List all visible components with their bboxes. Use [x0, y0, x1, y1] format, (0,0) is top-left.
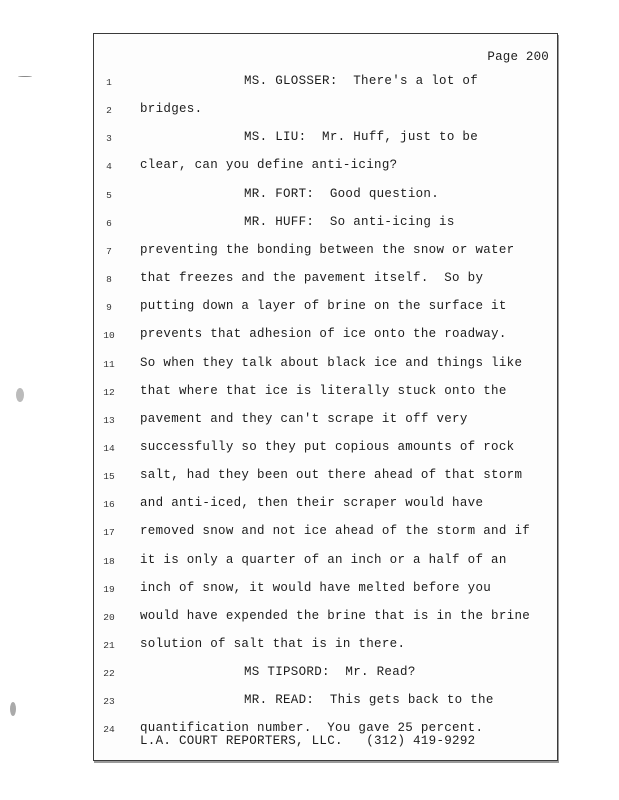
line-number: 24: [103, 724, 115, 736]
line-number: 7: [106, 245, 112, 257]
line-number: 16: [103, 499, 115, 511]
transcript-line: [94, 581, 557, 601]
line-number: 17: [103, 527, 115, 539]
transcript-line: [94, 215, 557, 235]
transcript-line: [94, 637, 557, 657]
transcript-line: [94, 299, 557, 319]
reporter-footer: L.A. COURT REPORTERS, LLC. (312) 419-9292: [140, 734, 476, 748]
line-text: successfully so they put copious amounts of rock: [140, 439, 515, 454]
line-text: pavement and they can't scrape it off very: [140, 411, 468, 426]
line-number: 8: [106, 274, 112, 286]
transcript-line: [94, 412, 557, 432]
line-text: salt, had they been out there ahead of that storm: [140, 468, 523, 483]
line-text: So when they talk about black ice and things like: [140, 355, 523, 370]
line-text: that where that ice is literally stuck onto the: [140, 383, 507, 398]
line-text: prevents that adhesion of ice onto the roadway.: [140, 327, 507, 342]
line-number: 18: [103, 555, 115, 567]
line-number: 23: [103, 696, 115, 708]
transcript-line: [94, 384, 557, 404]
scan-speck: [10, 702, 16, 716]
line-text: removed snow and not ice ahead of the storm and if: [140, 524, 531, 539]
line-text: would have expended the brine that is in the brine: [140, 608, 531, 623]
transcript-page: [93, 33, 558, 761]
transcript-line: [94, 158, 557, 178]
line-number: 4: [106, 161, 112, 173]
line-number: 10: [103, 330, 115, 342]
line-text: MS. GLOSSER: There's a lot of: [244, 74, 479, 88]
line-text: that freezes and the pavement itself. So by: [140, 271, 484, 286]
transcript-line: [94, 496, 557, 516]
line-number: 3: [106, 133, 112, 145]
line-text: MR. READ: This gets back to the: [244, 693, 494, 708]
line-number: 6: [106, 217, 112, 229]
line-text: clear, can you define anti-icing?: [140, 158, 398, 173]
transcript-line: [94, 243, 557, 263]
scan-speck: [18, 76, 32, 77]
transcript-line: [94, 102, 557, 122]
line-number: 2: [106, 105, 112, 117]
line-number: 5: [106, 189, 112, 201]
line-text: and anti-iced, then their scraper would have: [140, 496, 484, 511]
line-number: 12: [103, 386, 115, 398]
line-text: MR. HUFF: So anti-icing is: [244, 214, 455, 229]
line-number: 11: [103, 358, 115, 370]
transcript-line: [94, 440, 557, 460]
transcript-line: [94, 665, 557, 685]
transcript-line: [94, 524, 557, 544]
line-number: 22: [103, 668, 115, 680]
line-text: MR. FORT: Good question.: [244, 186, 440, 201]
transcript-line: [94, 609, 557, 629]
line-text: quantification number. You gave 25 percent.: [140, 721, 484, 736]
line-text: bridges.: [140, 102, 203, 117]
line-text: preventing the bonding between the snow or water: [140, 242, 515, 257]
line-number: 1: [106, 77, 112, 88]
line-number: 21: [103, 640, 115, 651]
transcript-line: [94, 271, 557, 291]
transcript-line: [94, 327, 557, 347]
transcript-line: [94, 693, 557, 713]
transcript-line: [94, 553, 557, 573]
scan-speck: [16, 388, 24, 402]
transcript-line: [94, 468, 557, 488]
line-number: 20: [103, 611, 115, 623]
line-text: MS. LIU: Mr. Huff, just to be: [244, 130, 479, 145]
line-number: 14: [103, 442, 115, 454]
line-text: inch of snow, it would have melted before you: [140, 580, 492, 595]
line-text: solution of salt that is in there.: [140, 637, 406, 651]
line-text: it is only a quarter of an inch or a half of an: [140, 552, 507, 567]
line-number: 19: [103, 583, 115, 595]
transcript-line: [94, 187, 557, 207]
line-number: 15: [103, 471, 115, 483]
line-number: 13: [103, 414, 115, 426]
line-text: MS TIPSORD: Mr. Read?: [244, 665, 416, 680]
transcript-line: [94, 130, 557, 150]
transcript-line: [94, 356, 557, 376]
transcript-line: [94, 74, 557, 94]
page-number: Page 200: [487, 50, 549, 64]
line-number: 9: [106, 302, 112, 314]
line-text: putting down a layer of brine on the surface it: [140, 299, 507, 314]
